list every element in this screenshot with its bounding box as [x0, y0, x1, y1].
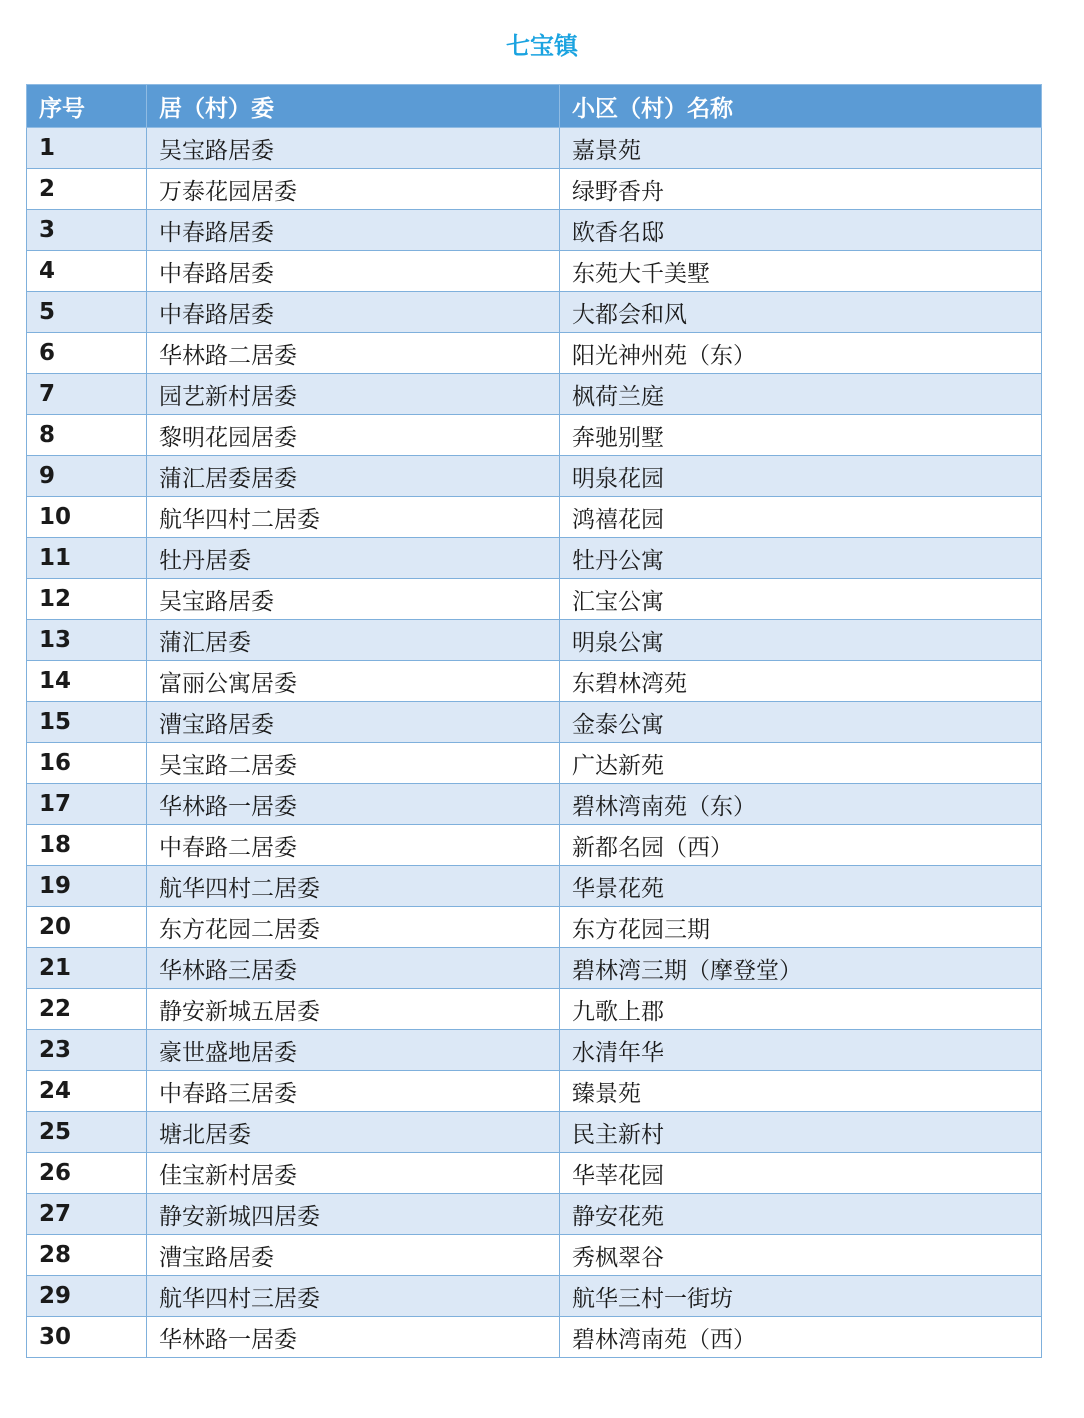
row-community: 航华三村一街坊 [560, 1276, 1042, 1317]
row-community: 鸿禧花园 [560, 497, 1042, 538]
row-committee: 吴宝路居委 [147, 128, 560, 169]
table-row [27, 1235, 1042, 1276]
row-committee: 牡丹居委 [147, 538, 560, 579]
page-title: 七宝镇 [506, 32, 578, 60]
row-committee: 吴宝路居委 [147, 579, 560, 620]
row-committee: 航华四村二居委 [147, 497, 560, 538]
row-community: 奔驰别墅 [560, 415, 1042, 456]
header-community: 小区（村）名称 [560, 85, 1042, 128]
table-row [27, 784, 1042, 825]
row-committee: 华林路三居委 [147, 948, 560, 989]
row-committee: 万泰花园居委 [147, 169, 560, 210]
table-row [27, 702, 1042, 743]
table-row [27, 415, 1042, 456]
table-row [27, 1317, 1042, 1358]
row-index: 7 [27, 374, 147, 415]
row-community: 嘉景苑 [560, 128, 1042, 169]
table-row [27, 866, 1042, 907]
row-index: 14 [27, 661, 147, 702]
row-committee: 富丽公寓居委 [147, 661, 560, 702]
row-committee: 中春路居委 [147, 251, 560, 292]
table-row [27, 948, 1042, 989]
row-index: 9 [27, 456, 147, 497]
row-community: 汇宝公寓 [560, 579, 1042, 620]
table-row [27, 907, 1042, 948]
row-community: 静安花苑 [560, 1194, 1042, 1235]
row-index: 25 [27, 1112, 147, 1153]
row-index: 30 [27, 1317, 147, 1358]
header-committee: 居（村）委 [147, 85, 560, 128]
row-committee: 航华四村二居委 [147, 866, 560, 907]
row-community: 东碧林湾苑 [560, 661, 1042, 702]
row-index: 26 [27, 1153, 147, 1194]
row-index: 20 [27, 907, 147, 948]
row-community: 九歌上郡 [560, 989, 1042, 1030]
row-committee: 华林路一居委 [147, 1317, 560, 1358]
table-row [27, 374, 1042, 415]
header-index: 序号 [27, 85, 147, 128]
row-committee: 中春路三居委 [147, 1071, 560, 1112]
table-row [27, 1071, 1042, 1112]
row-index: 4 [27, 251, 147, 292]
row-committee: 豪世盛地居委 [147, 1030, 560, 1071]
row-committee: 吴宝路二居委 [147, 743, 560, 784]
row-community: 东苑大千美墅 [560, 251, 1042, 292]
row-community: 秀枫翠谷 [560, 1235, 1042, 1276]
row-index: 28 [27, 1235, 147, 1276]
row-index: 27 [27, 1194, 147, 1235]
row-committee: 中春路居委 [147, 292, 560, 333]
row-index: 21 [27, 948, 147, 989]
row-community: 碧林湾南苑（东） [560, 784, 1042, 825]
row-community: 新都名园（西） [560, 825, 1042, 866]
row-index: 13 [27, 620, 147, 661]
row-community: 明泉花园 [560, 456, 1042, 497]
row-community: 臻景苑 [560, 1071, 1042, 1112]
row-community: 碧林湾南苑（西） [560, 1317, 1042, 1358]
row-community: 金泰公寓 [560, 702, 1042, 743]
row-committee: 漕宝路居委 [147, 1235, 560, 1276]
row-index: 24 [27, 1071, 147, 1112]
row-index: 15 [27, 702, 147, 743]
row-index: 6 [27, 333, 147, 374]
row-committee: 漕宝路居委 [147, 702, 560, 743]
row-community: 枫荷兰庭 [560, 374, 1042, 415]
row-community: 东方花园三期 [560, 907, 1042, 948]
row-index: 29 [27, 1276, 147, 1317]
row-index: 3 [27, 210, 147, 251]
table-row [27, 989, 1042, 1030]
table-row [27, 210, 1042, 251]
row-community: 广达新苑 [560, 743, 1042, 784]
row-index: 10 [27, 497, 147, 538]
row-committee: 中春路二居委 [147, 825, 560, 866]
row-committee: 静安新城四居委 [147, 1194, 560, 1235]
table-row [27, 661, 1042, 702]
table-row [27, 538, 1042, 579]
row-index: 8 [27, 415, 147, 456]
row-community: 大都会和风 [560, 292, 1042, 333]
row-committee: 黎明花园居委 [147, 415, 560, 456]
community-table [26, 84, 1042, 1358]
row-index: 18 [27, 825, 147, 866]
row-index: 11 [27, 538, 147, 579]
table-row [27, 620, 1042, 661]
table-row [27, 333, 1042, 374]
table-row [27, 292, 1042, 333]
row-community: 阳光神州苑（东） [560, 333, 1042, 374]
row-committee: 塘北居委 [147, 1112, 560, 1153]
row-committee: 中春路居委 [147, 210, 560, 251]
row-index: 17 [27, 784, 147, 825]
row-committee: 航华四村三居委 [147, 1276, 560, 1317]
row-committee: 佳宝新村居委 [147, 1153, 560, 1194]
row-committee: 华林路一居委 [147, 784, 560, 825]
row-community: 碧林湾三期（摩登堂） [560, 948, 1042, 989]
table-row [27, 497, 1042, 538]
row-community: 民主新村 [560, 1112, 1042, 1153]
table-row [27, 825, 1042, 866]
row-committee: 华林路二居委 [147, 333, 560, 374]
row-community: 欧香名邸 [560, 210, 1042, 251]
table-row [27, 1194, 1042, 1235]
table-row [27, 1153, 1042, 1194]
row-community: 绿野香舟 [560, 169, 1042, 210]
row-index: 16 [27, 743, 147, 784]
row-community: 明泉公寓 [560, 620, 1042, 661]
row-committee: 蒲汇居委居委 [147, 456, 560, 497]
row-community: 华景花苑 [560, 866, 1042, 907]
row-committee: 蒲汇居委 [147, 620, 560, 661]
table-row [27, 169, 1042, 210]
table-row [27, 251, 1042, 292]
table-header-row [27, 85, 1042, 128]
table-row [27, 579, 1042, 620]
table-row [27, 1276, 1042, 1317]
row-community: 牡丹公寓 [560, 538, 1042, 579]
table-row [27, 1112, 1042, 1153]
row-committee: 静安新城五居委 [147, 989, 560, 1030]
row-index: 2 [27, 169, 147, 210]
row-index: 12 [27, 579, 147, 620]
table-row [27, 128, 1042, 169]
row-community: 华莘花园 [560, 1153, 1042, 1194]
row-committee: 园艺新村居委 [147, 374, 560, 415]
row-index: 23 [27, 1030, 147, 1071]
row-community: 水清年华 [560, 1030, 1042, 1071]
row-index: 22 [27, 989, 147, 1030]
row-index: 1 [27, 128, 147, 169]
row-committee: 东方花园二居委 [147, 907, 560, 948]
row-index: 19 [27, 866, 147, 907]
table-row [27, 1030, 1042, 1071]
row-index: 5 [27, 292, 147, 333]
table-row [27, 456, 1042, 497]
table-row [27, 743, 1042, 784]
